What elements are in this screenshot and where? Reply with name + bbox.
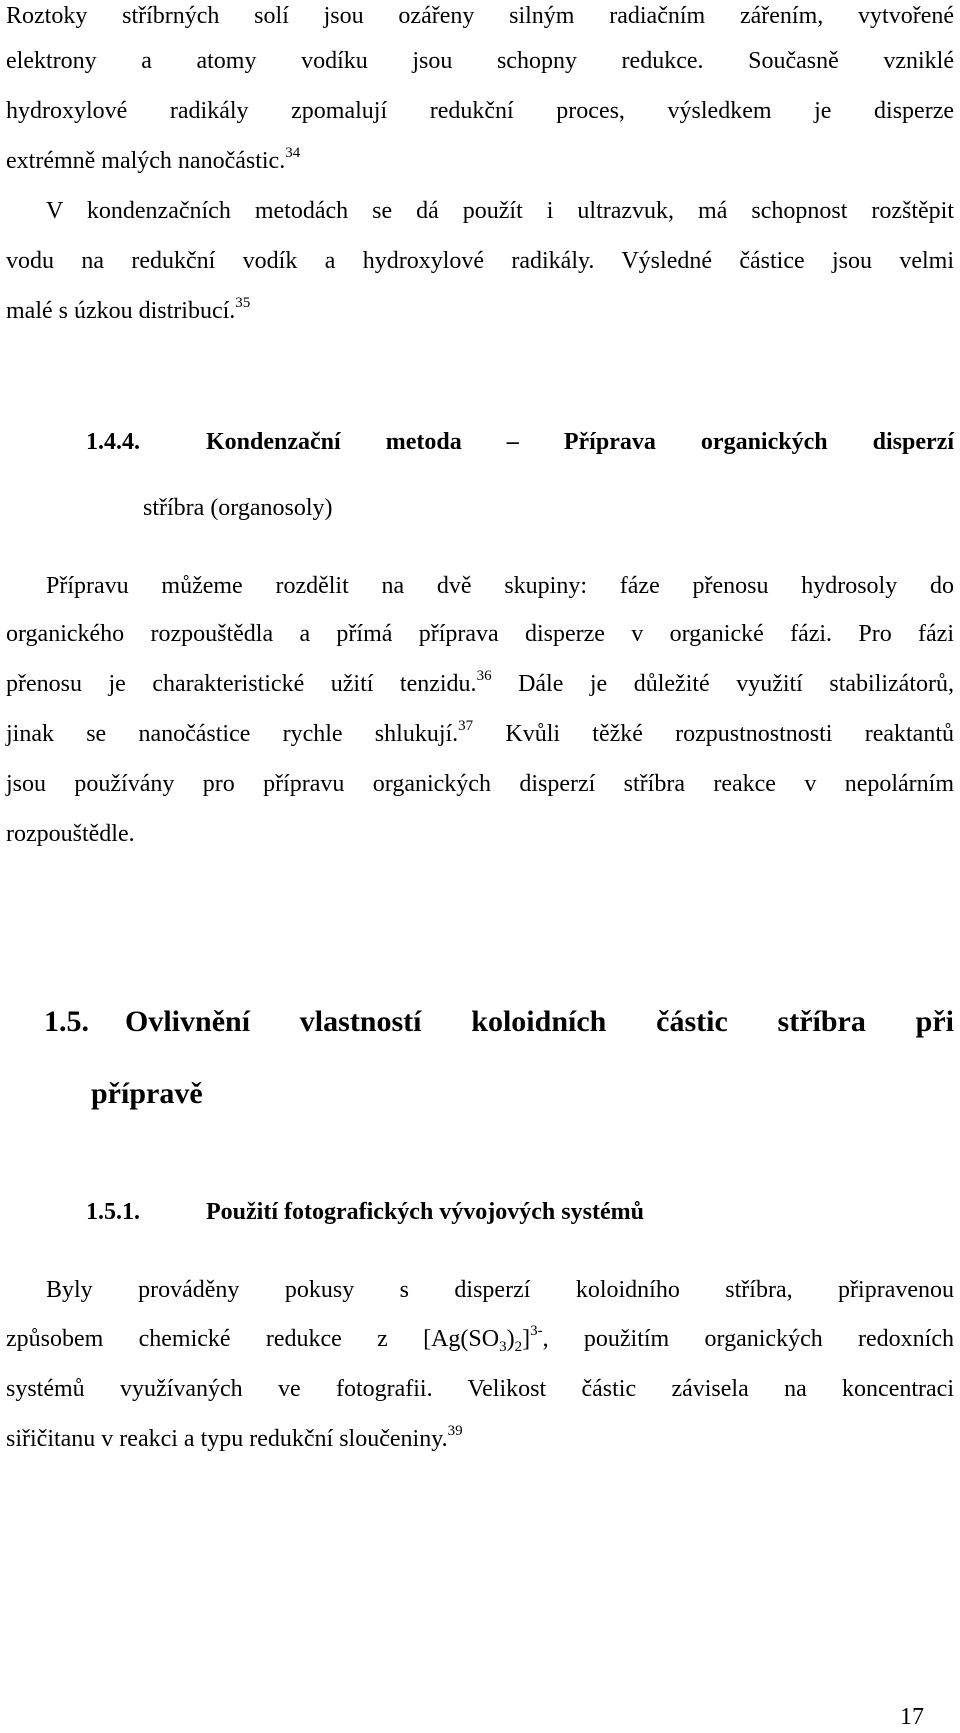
text: způsobem chemické redukce z [Ag(SO bbox=[6, 1326, 500, 1352]
section-1-4-4-title-line-2: stříbra (organosoly) bbox=[143, 495, 333, 521]
paragraph-2-line-2 bbox=[6, 246, 954, 276]
subscript-2: 2 bbox=[514, 1339, 523, 1355]
text: organického rozpouštědla a přímá příprava disperze v organické fázi. Pro fázi bbox=[6, 621, 954, 647]
paragraph-4-line-1 bbox=[46, 1275, 954, 1305]
text: vodu na redukční vodík a hydroxylové radikály. Výsledné částice jsou velmi bbox=[6, 248, 954, 274]
paragraph-2-line-1 bbox=[46, 196, 954, 226]
subscript-3: 3 bbox=[499, 1339, 507, 1355]
paragraph-3-line-4 bbox=[6, 719, 954, 749]
paragraph-1-line-3 bbox=[6, 96, 954, 126]
text: malé s úzkou distribucí. bbox=[6, 298, 236, 324]
paragraph-2-line-3 bbox=[6, 296, 954, 326]
section-1-5-title-line-1 bbox=[125, 1004, 954, 1040]
section-1-5-1-number: 1.5.1. bbox=[86, 1199, 140, 1225]
paragraph-3-line-5 bbox=[6, 769, 954, 799]
text: , použitím organických redoxních bbox=[542, 1326, 954, 1352]
paragraph-4-line-2 bbox=[6, 1324, 954, 1354]
text: systémů využívaných ve fotografii. Velikost částic závisela na koncentraci bbox=[6, 1376, 954, 1402]
text: přenosu je charakteristické užití tenzidu. bbox=[6, 671, 477, 697]
footnote-ref-36: 36 bbox=[476, 668, 492, 684]
page-number: 17 bbox=[900, 1704, 924, 1730]
paragraph-4-line-3 bbox=[6, 1374, 954, 1404]
section-1-4-4-number: 1.4.4. bbox=[86, 429, 140, 455]
text: jsou používány pro přípravu organických disperzí stříbra reakce v nepolárním bbox=[6, 771, 954, 797]
text: ) bbox=[506, 1326, 515, 1352]
paragraph-3-line-2 bbox=[6, 619, 954, 649]
footnote-ref-35: 35 bbox=[235, 295, 251, 311]
charge-superscript: 3- bbox=[530, 1323, 543, 1339]
paragraph-1-line-2 bbox=[6, 46, 954, 76]
paragraph-1-line-4 bbox=[6, 146, 954, 176]
section-1-5-title-line-2: přípravě bbox=[91, 1077, 203, 1110]
text: jinak se nanočástice rychle shlukují. bbox=[6, 721, 459, 747]
text: rozpouštědle. bbox=[6, 821, 135, 847]
paragraph-3-line-6 bbox=[6, 819, 954, 849]
text: elektrony a atomy vodíku jsou schopny redukce. Současně vzniklé bbox=[6, 48, 954, 74]
text: ] bbox=[522, 1326, 531, 1352]
paragraph-3-line-1 bbox=[46, 571, 954, 601]
text: Kvůli těžké rozpustnostnosti reaktantů bbox=[473, 721, 954, 747]
footnote-ref-37: 37 bbox=[458, 718, 474, 734]
section-1-5-1-title: Použití fotografických vývojových systémů bbox=[206, 1199, 644, 1225]
section-1-5-number: 1.5. bbox=[44, 1005, 89, 1038]
footnote-ref-39: 39 bbox=[447, 1423, 463, 1439]
text: Kondenzační metoda – Příprava organických disperzí bbox=[206, 429, 954, 455]
text: Byly prováděny pokusy s disperzí koloidního stříbra, připravenou bbox=[46, 1277, 954, 1303]
paragraph-1-line-1 bbox=[6, 1, 954, 31]
text: V kondenzačních metodách se dá použít i ultrazvuk, má schopnost rozštěpit bbox=[46, 198, 954, 224]
paragraph-4-line-4 bbox=[6, 1424, 954, 1454]
text: Dále je důležité využití stabilizátorů, bbox=[491, 671, 954, 697]
text: hydroxylové radikály zpomalují redukční proces, výsledkem je disperze bbox=[6, 98, 954, 124]
text: Přípravu můžeme rozdělit na dvě skupiny: fáze přenosu hydrosoly do bbox=[46, 573, 954, 599]
text: extrémně malých nanočástic. bbox=[6, 148, 286, 174]
text: Roztoky stříbrných solí jsou ozářeny silným radiačním zářením, vytvořené bbox=[6, 3, 954, 29]
footnote-ref-34: 34 bbox=[285, 145, 301, 161]
text: siřičitanu v reakci a typu redukční sloučeniny. bbox=[6, 1426, 448, 1452]
paragraph-3-line-3 bbox=[6, 669, 954, 699]
text: Ovlivnění vlastností koloidních částic stříbra při bbox=[125, 1005, 954, 1038]
section-1-4-4-title-line-1 bbox=[206, 427, 954, 457]
